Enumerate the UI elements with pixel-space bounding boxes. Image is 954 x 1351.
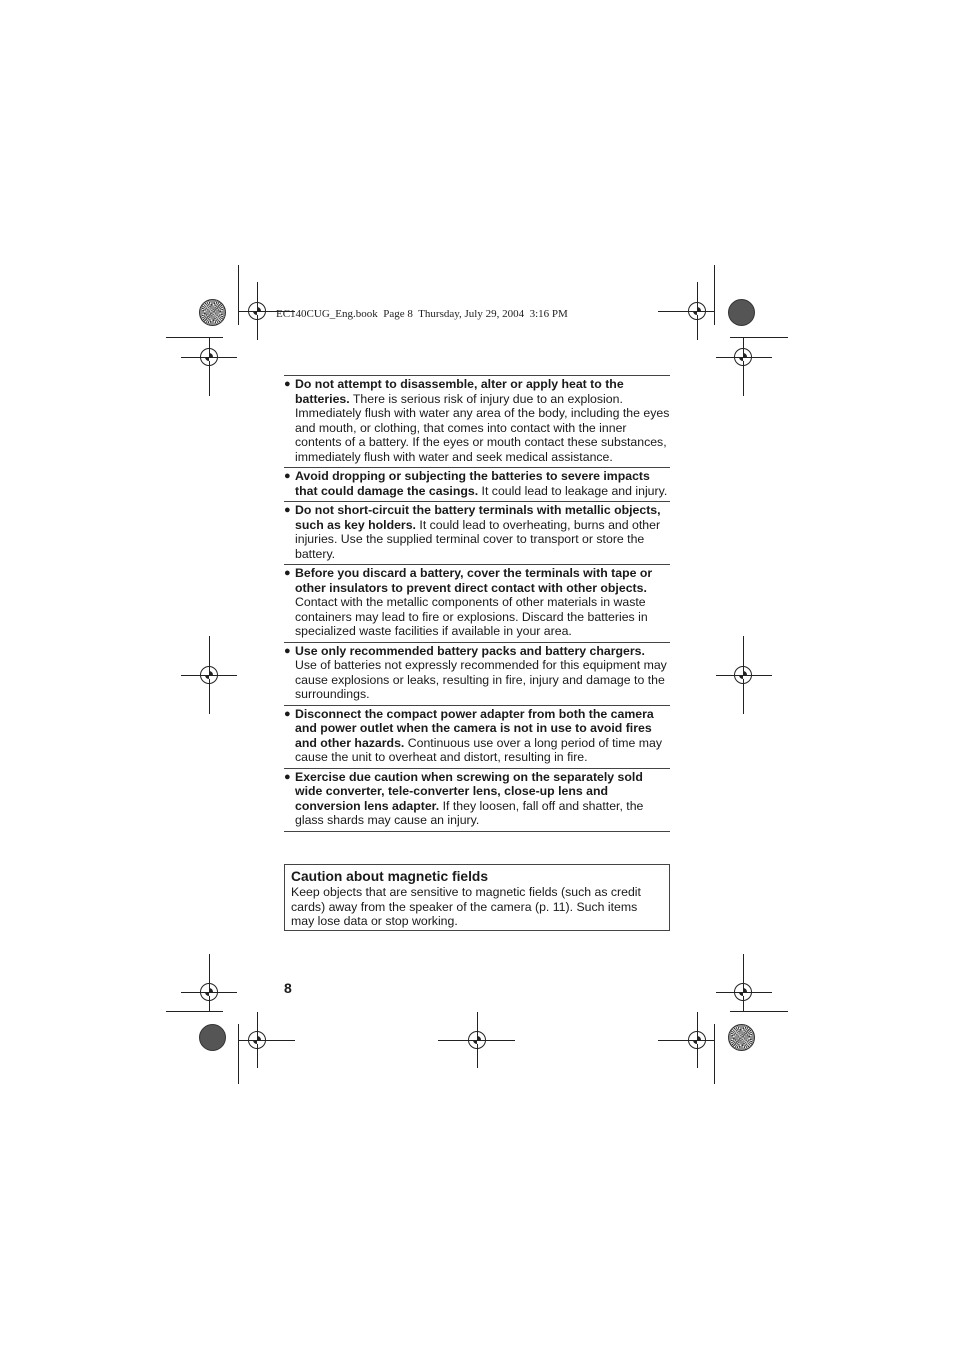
item-heading: Do not short-circuit the battery terminals with metallic objects, such as key holders. bbox=[295, 503, 661, 532]
registration-mark-icon bbox=[248, 1031, 266, 1049]
item-text: Contact with the metallic components of other materials in waste containers may lead to fire or explosions. Discard the batteries in specialized waste facilities if available in your area. bbox=[295, 595, 648, 638]
item-heading: Avoid dropping or subjecting the batteries to severe impacts that could damage the casings. bbox=[295, 469, 650, 498]
bullet-icon: ● bbox=[284, 770, 291, 783]
print-header: EC140CUG_Eng.book Page 8 Thursday, July 29, 2004 3:16 PM bbox=[276, 308, 568, 320]
item-heading: Use only recommended battery packs and battery chargers. bbox=[295, 643, 645, 658]
gray-target-icon bbox=[728, 299, 755, 326]
crop-mark bbox=[730, 1011, 788, 1012]
item-heading: Do not attempt to disassemble, alter or apply heat to the batteries. bbox=[295, 377, 624, 406]
registration-mark-icon bbox=[248, 302, 266, 320]
crop-mark bbox=[238, 265, 239, 325]
crop-mark bbox=[166, 1011, 223, 1012]
caution-body: Keep objects that are sensitive to magnetic fields (such as credit cards) away from the speaker of the camera (p. 11). Such items may lose data or stop working. bbox=[291, 885, 641, 928]
list-item bbox=[284, 467, 670, 501]
list-item bbox=[284, 375, 670, 467]
crop-mark bbox=[714, 1024, 715, 1084]
registration-mark-icon bbox=[688, 302, 706, 320]
list-item bbox=[284, 564, 670, 642]
registration-mark-icon bbox=[688, 1031, 706, 1049]
registration-mark-icon bbox=[734, 983, 752, 1001]
caution-box bbox=[284, 864, 670, 931]
list-item bbox=[284, 642, 670, 705]
bullet-icon: ● bbox=[284, 504, 291, 516]
color-target-icon bbox=[728, 1024, 755, 1051]
item-text: There is serious risk of injury due to an explosion. Immediately flush with water any area of the body, including the eyes and mouth, or clothing, that comes into contact with the inner contents of a battery. If the eyes or mouth contact these substances, immediately flush with water and seek medical assistance. bbox=[295, 391, 670, 464]
bullet-icon: ● bbox=[284, 378, 291, 390]
list-item bbox=[284, 768, 670, 832]
registration-mark-icon bbox=[200, 666, 218, 684]
caution-title: Caution about magnetic fields bbox=[291, 869, 489, 884]
item-text: If they loosen, fall off and shatter, the glass shards may cause an injury. bbox=[295, 798, 644, 827]
crop-mark bbox=[730, 337, 788, 338]
registration-mark-icon bbox=[200, 348, 218, 366]
registration-mark-icon bbox=[734, 348, 752, 366]
item-heading: Disconnect the compact power adapter from both the camera and power outlet when the camera is not in use to avoid fires and other hazards. bbox=[295, 706, 654, 750]
item-text: Use of batteries not expressly recommended for this equipment may cause explosions or leaks, resulting in fire, injury and damage to the surroundings. bbox=[295, 658, 667, 701]
registration-mark-icon bbox=[468, 1031, 486, 1049]
bullet-icon: ● bbox=[284, 644, 291, 657]
item-heading: Exercise due caution when screwing on the separately sold wide converter, tele-converter lens, close-up lens and conversion lens adapter. bbox=[295, 769, 643, 813]
crop-mark bbox=[238, 1024, 239, 1084]
registration-mark-icon bbox=[200, 983, 218, 1001]
color-target-icon bbox=[199, 299, 226, 326]
warning-list bbox=[284, 375, 670, 832]
registration-mark-icon bbox=[734, 666, 752, 684]
page-number: 8 bbox=[284, 980, 292, 996]
bullet-icon: ● bbox=[284, 470, 291, 482]
item-heading: Before you discard a battery, cover the terminals with tape or other insulators to prevent direct contact with other objects. bbox=[295, 566, 653, 595]
crop-mark bbox=[166, 337, 223, 338]
list-item bbox=[284, 705, 670, 768]
item-text: It could lead to leakage and injury. bbox=[478, 483, 668, 498]
item-text: It could lead to overheating, burns and other injuries. Use the supplied terminal cover to transport or store the battery. bbox=[295, 517, 661, 561]
list-item bbox=[284, 501, 670, 564]
bullet-icon: ● bbox=[284, 707, 291, 720]
crop-mark bbox=[714, 265, 715, 325]
item-text: Continuous use over a long period of time may cause the unit to overheat and distort, resulting in fire. bbox=[295, 735, 663, 764]
bullet-icon: ● bbox=[284, 567, 291, 579]
gray-target-icon bbox=[199, 1024, 226, 1051]
